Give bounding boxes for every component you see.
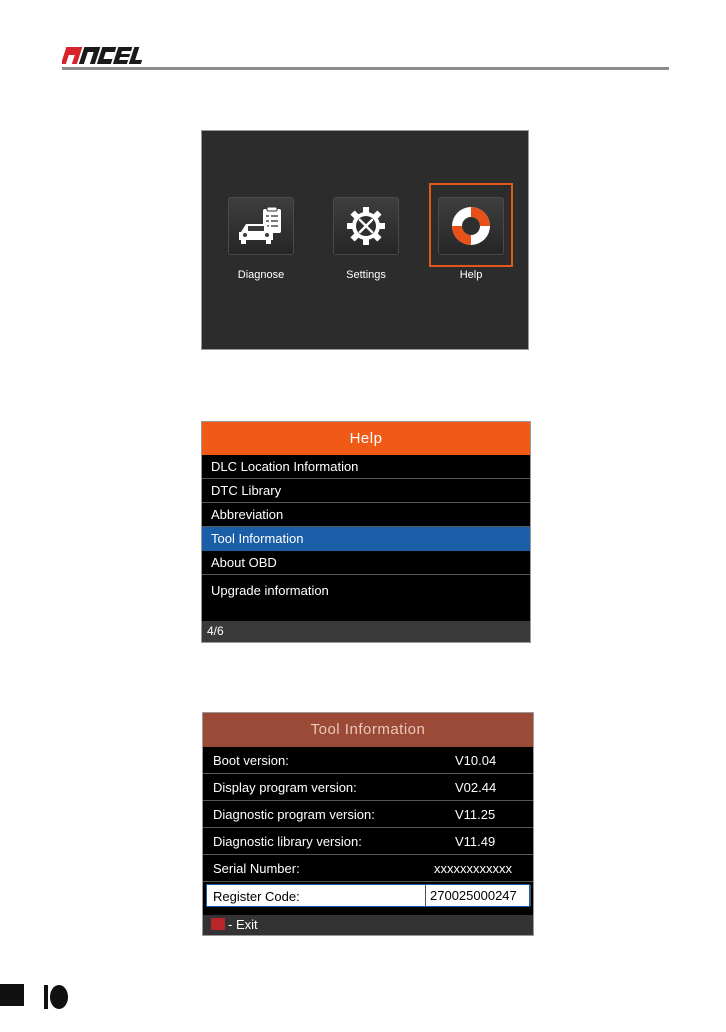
info-row-diagnostic-library-version <box>203 828 533 855</box>
info-value: xxxxxxxxxxxx <box>434 861 512 876</box>
exit-label: - Exit <box>228 917 258 932</box>
info-row-register-code[interactable] <box>206 884 530 907</box>
header-rule <box>62 67 669 70</box>
gear-wrench-icon <box>333 197 399 255</box>
lifebuoy-icon <box>438 197 504 255</box>
info-value: V10.04 <box>455 753 497 768</box>
app-label: Settings <box>346 269 386 281</box>
help-item-dlc-location[interactable]: DLC Location Information <box>202 455 530 479</box>
app-settings[interactable] <box>331 197 401 281</box>
tool-info-screen <box>202 712 534 936</box>
info-key: Diagnostic library version: <box>213 834 362 849</box>
help-title: Help <box>202 422 530 455</box>
esc-key-icon <box>211 918 225 930</box>
ancel-logo-mark <box>62 42 154 68</box>
exit-hint[interactable] <box>203 915 533 935</box>
page-indicator: 4/6 <box>202 621 530 642</box>
ancel-logo <box>62 42 154 68</box>
help-item-about-obd[interactable]: About OBD <box>202 551 530 575</box>
info-row-display-program-version <box>203 774 533 801</box>
page-tab-marker <box>0 984 24 1006</box>
car-diagnose-icon <box>228 197 294 255</box>
app-help[interactable] <box>436 197 506 281</box>
page-number-mark <box>44 984 68 1010</box>
help-screen <box>201 421 531 643</box>
help-item-upgrade-information[interactable]: Upgrade information <box>211 583 329 598</box>
info-key: Boot version: <box>213 753 289 768</box>
app-label: Help <box>459 269 483 281</box>
help-item-dtc-library[interactable]: DTC Library <box>202 479 530 503</box>
register-code-box <box>425 885 531 906</box>
info-value: V02.44 <box>455 780 497 795</box>
help-item-tool-information[interactable]: Tool Information <box>202 527 530 551</box>
info-row-diagnostic-program-version <box>203 801 533 828</box>
app-label: Diagnose <box>237 269 285 281</box>
home-screen <box>201 130 529 350</box>
app-diagnose[interactable] <box>226 197 296 281</box>
info-row-serial-number <box>203 855 533 882</box>
info-key: Register Code: <box>213 889 300 904</box>
info-value: V11.25 <box>455 807 496 822</box>
tool-info-title: Tool Information <box>203 713 533 747</box>
info-key: Serial Number: <box>213 861 300 876</box>
info-row-boot-version <box>203 747 533 774</box>
help-item-abbreviation[interactable]: Abbreviation <box>202 503 530 527</box>
info-value: V11.49 <box>455 834 496 849</box>
info-key: Display program version: <box>213 780 357 795</box>
register-code-value: 270025000247 <box>430 888 517 903</box>
info-key: Diagnostic program version: <box>213 807 375 822</box>
